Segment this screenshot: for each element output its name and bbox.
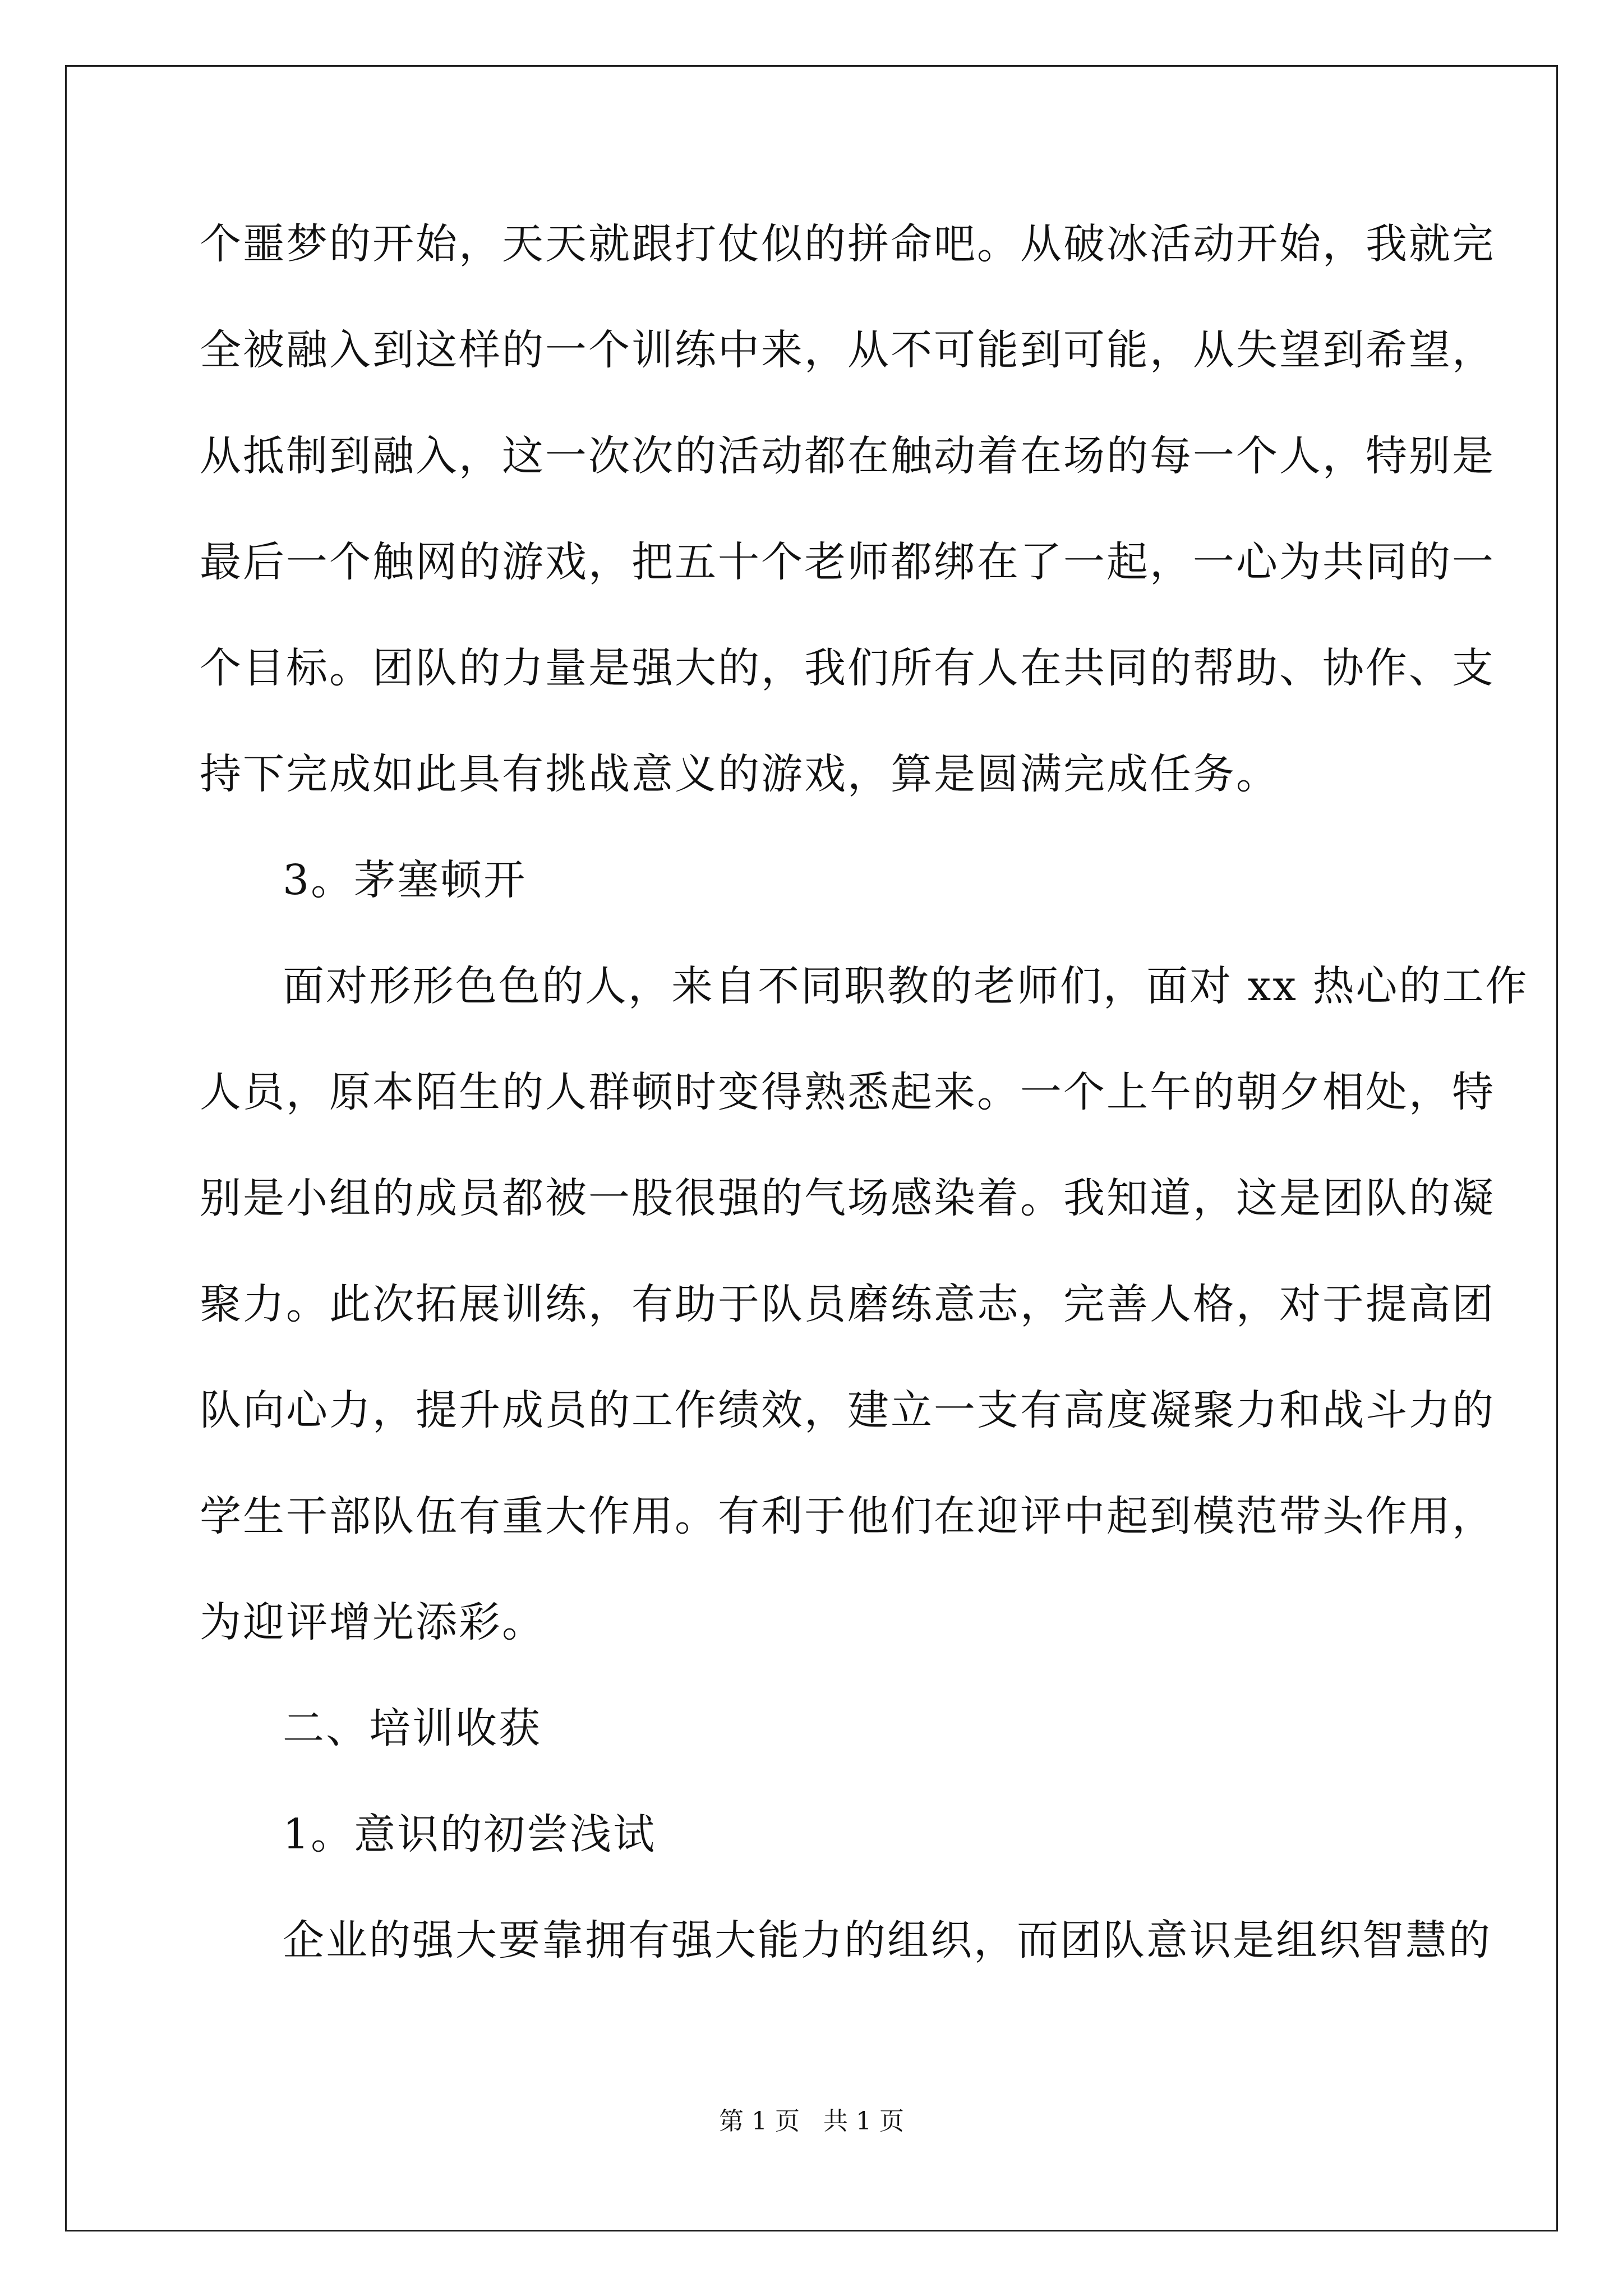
text-line: 队向心力，提升成员的工作绩效，建立一支有高度凝聚力和战斗力的 bbox=[200, 1386, 1495, 1434]
page-number: 第 1 页 bbox=[719, 2107, 800, 2136]
text-line: 个目标。团队的力量是强大的，我们所有人在共同的帮助、协作、支 bbox=[200, 644, 1495, 692]
section-heading: 3。茅塞顿开 bbox=[283, 856, 527, 904]
text-line: 从抵制到融入，这一次次的活动都在触动着在场的每一个人，特别是 bbox=[200, 432, 1495, 480]
text-line: 持下完成如此具有挑战意义的游戏，算是圆满完成任务。 bbox=[200, 750, 1279, 798]
text-line: 人员，原本陌生的人群顿时变得熟悉起来。一个上午的朝夕相处，特 bbox=[200, 1068, 1495, 1116]
page-footer bbox=[0, 2105, 1623, 2138]
text-line: 为迎评增光添彩。 bbox=[200, 1598, 545, 1646]
section-heading: 二、培训收获 bbox=[283, 1704, 542, 1752]
text-line: 别是小组的成员都被一股很强的气场感染着。我知道，这是团队的凝 bbox=[200, 1174, 1495, 1222]
page-border bbox=[65, 65, 1558, 2231]
text-line: 面对形形色色的人，来自不同职教的老师们，面对 xx 热心的工作 bbox=[283, 962, 1529, 1010]
text-line: 聚力。此次拓展训练，有助于队员磨练意志，完善人格，对于提高团 bbox=[200, 1280, 1495, 1328]
text-line: 企业的强大要靠拥有强大能力的组织，而团队意识是组织智慧的 bbox=[283, 1916, 1492, 1964]
text-line: 最后一个触网的游戏，把五十个老师都绑在了一起，一心为共同的一 bbox=[200, 538, 1495, 586]
page-total: 共 1 页 bbox=[823, 2107, 904, 2136]
text-line: 个噩梦的开始，天天就跟打仗似的拼命吧。从破冰活动开始，我就完 bbox=[200, 220, 1495, 268]
section-heading: 1。意识的初尝浅试 bbox=[283, 1810, 657, 1858]
text-line: 全被融入到这样的一个训练中来，从不可能到可能，从失望到希望， bbox=[200, 326, 1495, 374]
text-line: 学生干部队伍有重大作用。有利于他们在迎评中起到模范带头作用， bbox=[200, 1492, 1495, 1540]
